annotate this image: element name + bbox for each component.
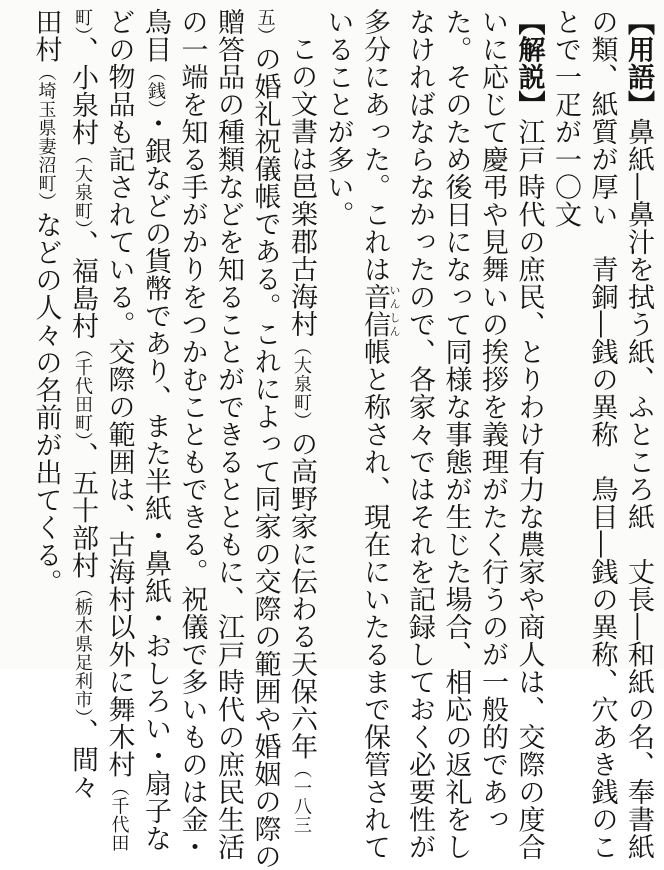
text-column	[137, 8, 174, 852]
text-column	[547, 8, 584, 660]
annotation-note: 五）	[254, 8, 276, 45]
text-run: 、間々	[67, 718, 98, 801]
text-run: どの物品も記されている。交際の範囲は、古海村以外に舞木村	[103, 8, 135, 778]
text-run: の類、紙質が厚い 青銅―銭の異称 鳥目―銭の異称、穴あき銭のこ	[586, 8, 618, 861]
text-run: なければならなかったので、各家々ではそれを記録しておく必要性が	[404, 8, 435, 861]
text-column	[210, 8, 247, 861]
text-run: の一端を知る手がかりをつかむこともできる。祝儀で多いものは金・	[176, 8, 208, 861]
text-run: とで一疋が一〇文	[550, 8, 581, 228]
text-run: 、福島村	[67, 229, 98, 340]
text-column	[356, 8, 401, 861]
section-heading: 【用語】	[623, 8, 654, 118]
annotation-note: （一八三	[291, 760, 312, 834]
text-run: 田村	[30, 8, 62, 63]
annotation-note: （千代田	[108, 778, 130, 852]
annotation-note: 町）	[72, 8, 93, 36]
annotation-note: （大泉町）	[72, 146, 93, 230]
text-run: 贈答品の種類などを知ることができるとともに、江戸時代の庶民生活	[213, 8, 244, 861]
section-heading: 【解説】	[513, 8, 545, 118]
text-column	[510, 8, 547, 861]
text-run: 、五十部村	[67, 441, 98, 579]
text-column	[246, 8, 283, 870]
text-column	[173, 8, 210, 861]
annotation-note: （大泉町）	[291, 337, 312, 430]
text-column	[319, 8, 356, 660]
vertical-text-body	[8, 8, 656, 870]
text-column	[474, 8, 511, 833]
annotation-note: （千代田町）	[72, 339, 93, 442]
text-column	[437, 8, 474, 861]
text-run: 多分にあった。これは	[359, 8, 390, 283]
text-column	[100, 8, 137, 852]
text-run: などの人々の名前が出てくる。	[30, 211, 62, 596]
text-run: 江戸時代の庶民、とりわけ有力な農家や商人は、交際の度合	[513, 118, 545, 861]
annotation-note: （埼玉県妻沼町）	[35, 63, 57, 211]
text-run: た。そのため後日になって同様な事態が生じた場合、相応の返礼をし	[440, 8, 472, 861]
text-run: いに応じて慶弔や見舞いの挨拶を義理がたく行うのが一般的であっ	[477, 8, 508, 833]
annotation-note: （銭）	[145, 63, 166, 110]
text-column	[283, 8, 320, 834]
paragraph-indent	[283, 8, 320, 35]
text-column	[27, 8, 64, 660]
text-column	[620, 8, 657, 861]
text-run: 、小泉村	[67, 36, 98, 146]
text-run: この文書は邑楽郡古海村	[286, 35, 317, 338]
text-run: の婚礼祝儀帳である。これによって同家の交際の範囲や婚姻の際の	[249, 45, 281, 870]
text-run: 鼻紙―鼻汁を拭う紙、ふところ紙 丈長―和紙の名、奉書紙	[623, 118, 654, 861]
text-column	[583, 8, 620, 861]
ruby-text: 音信いんしん	[359, 283, 401, 338]
text-run: ・銀などの貨幣であり、また半紙・鼻紙・おしろい・扇子な	[140, 109, 171, 852]
text-run: の高野家に伝わる天保六年	[286, 430, 317, 760]
text-column	[401, 8, 438, 861]
text-run: いることが多い。	[322, 8, 354, 228]
text-column	[64, 8, 101, 801]
text-run: 帳と称され、現在にいたるまで保管されて	[359, 338, 390, 861]
annotation-note: （栃木県足利市）	[72, 579, 93, 718]
text-run: 鳥目	[140, 8, 171, 63]
